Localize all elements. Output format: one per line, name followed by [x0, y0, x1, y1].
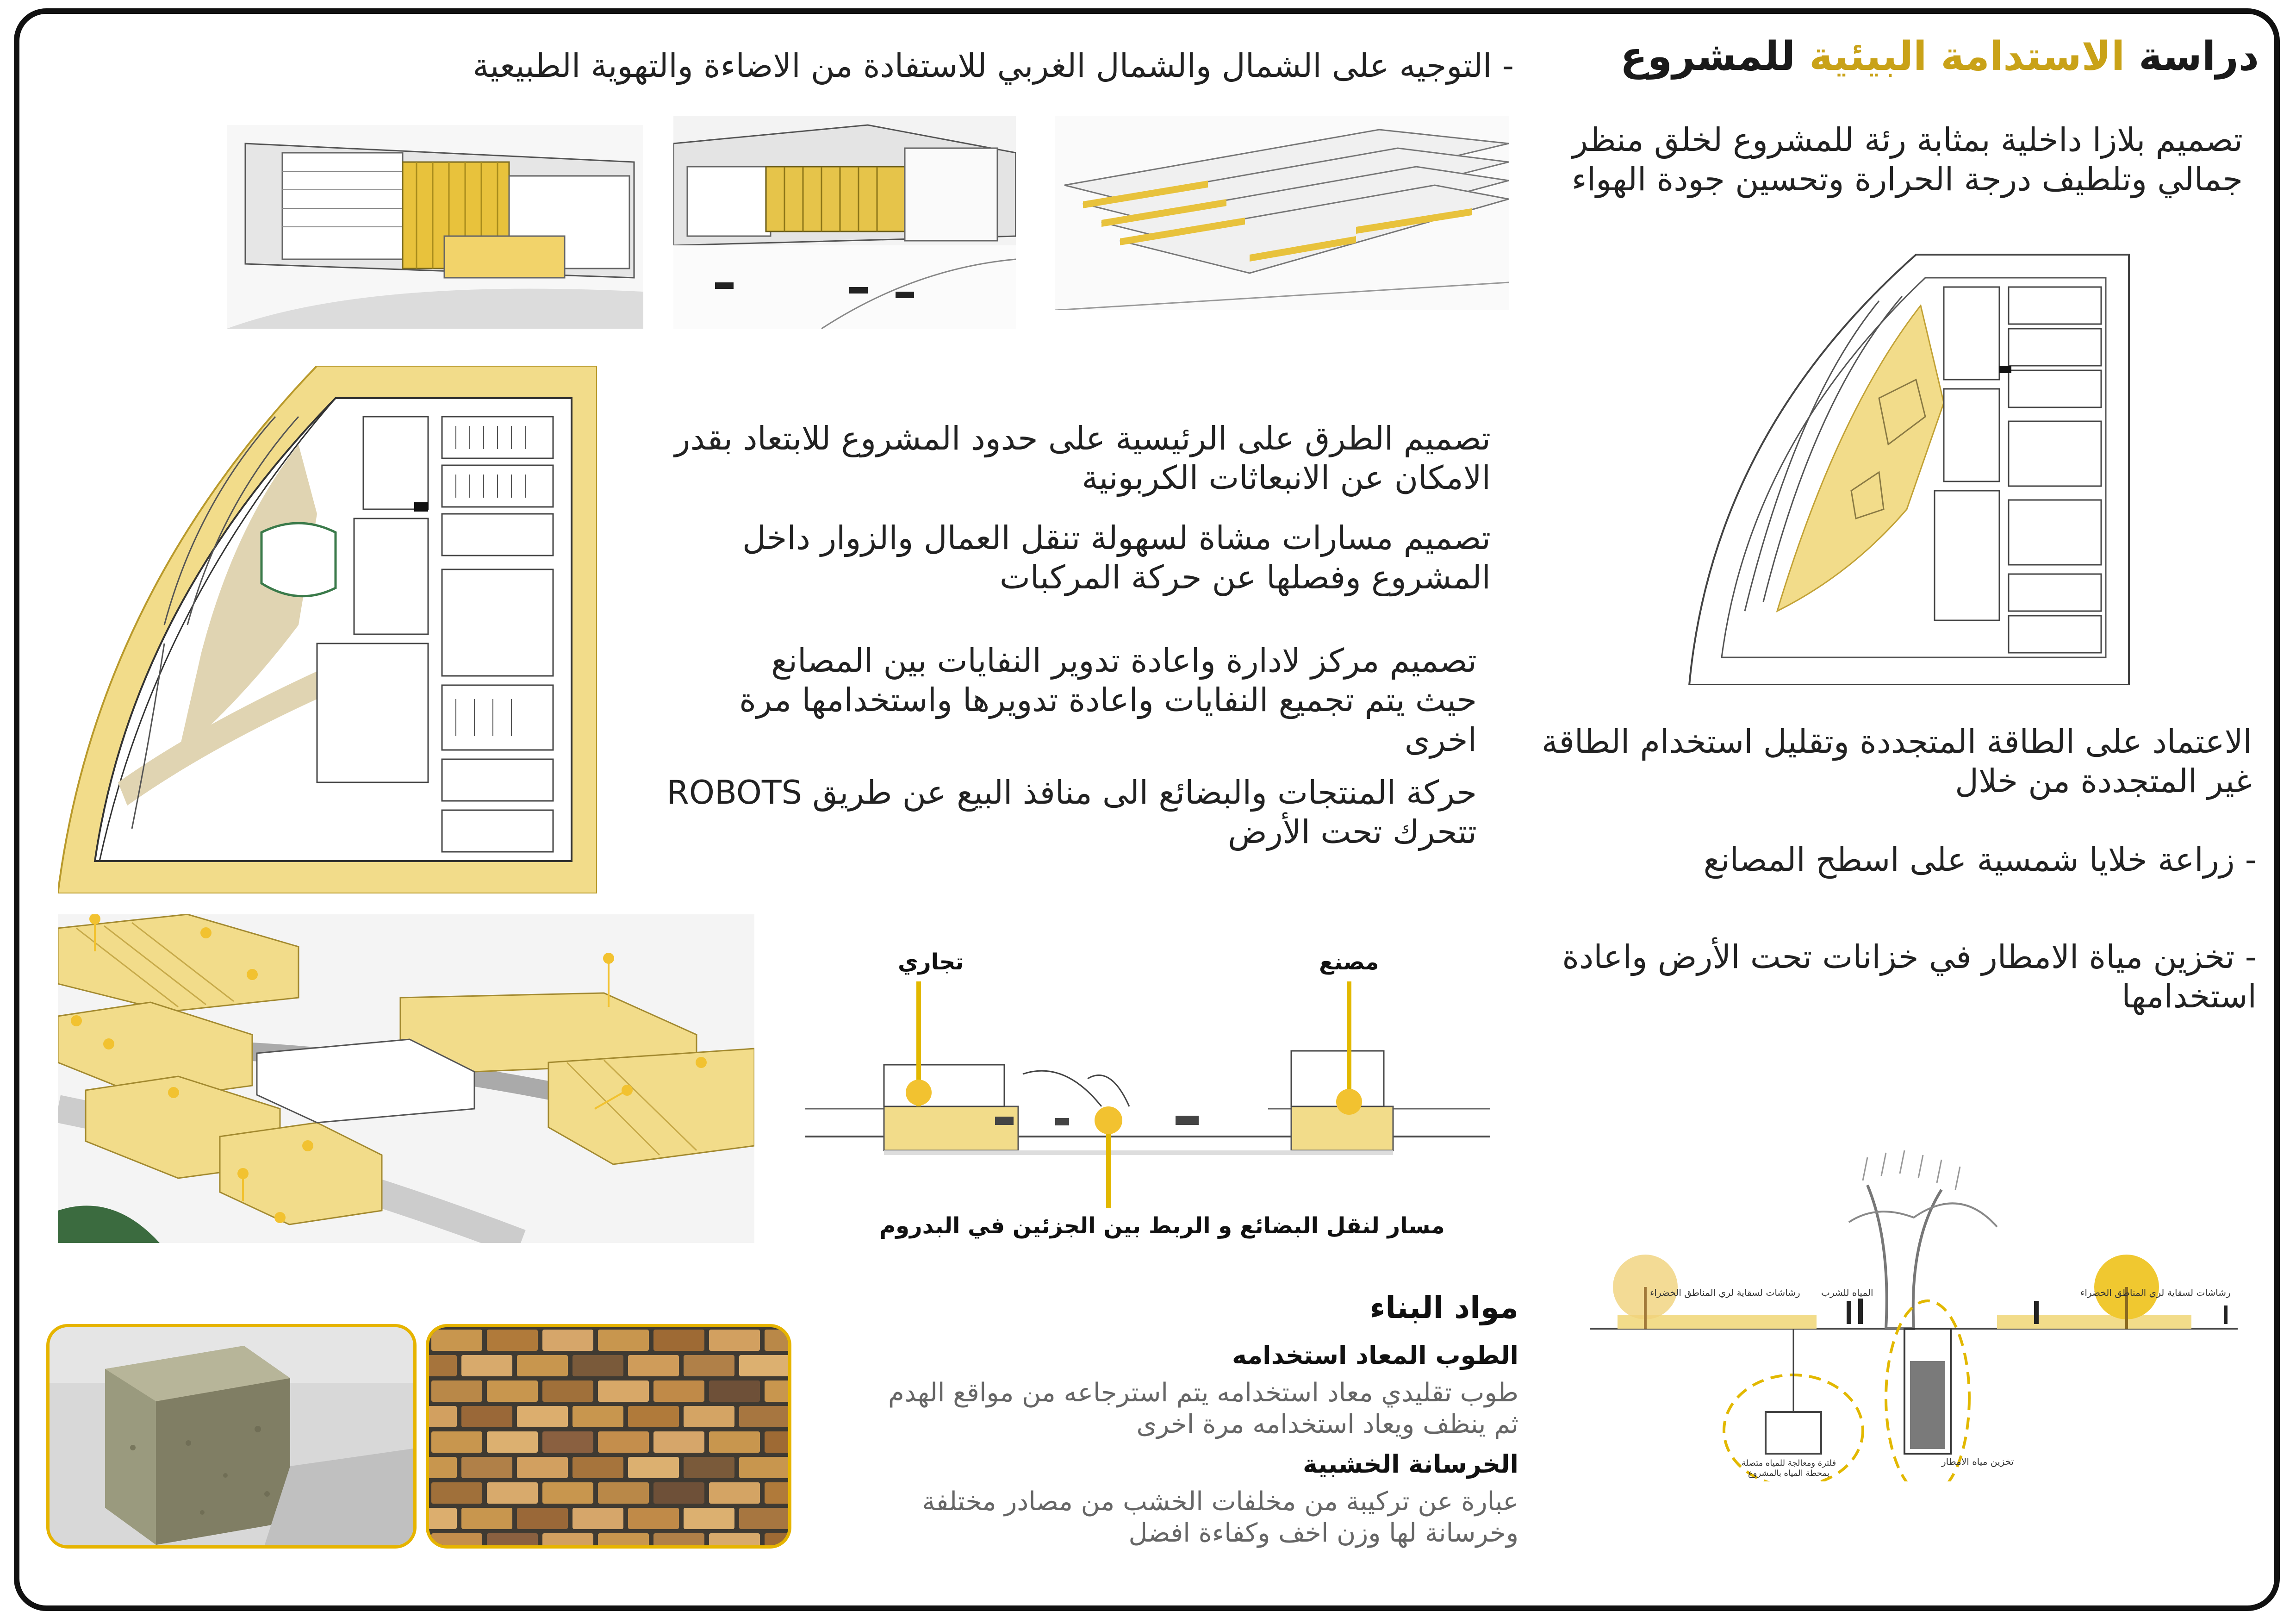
renewable-text: الاعتماد على الطاقة المتجددة وتقليل استخدام الطاقة غير المتجددة من خلال	[1541, 723, 2252, 800]
plaza-text: تصميم بلازا داخلية بمثابة رئة للمشروع لخلق منظر جمالي وتلطيف درجة الحرارة وتحسين جودة الهواء	[1571, 121, 2243, 199]
master-plan-right	[1685, 250, 2138, 685]
wood-concrete-title: الخرسانة الخشبية	[1303, 1449, 1518, 1479]
label-basement-path: مسار لنقل البضائع و الربط بين الجزئين في البدروم	[879, 1213, 1445, 1239]
wood-concrete-description: عبارة عن تركيبة من مخلفات الخشب من مصادر مختلفة وخرسانة لها وزن اخف وكفاءة افضل	[922, 1487, 1518, 1549]
solar-text: - زراعة خلايا شمسية على اسطح المصانع	[1703, 841, 2257, 879]
waste-text: تصميم مركز لادارة واعادة تدوير النفايات بين المصانع حيث يتم تجميع النفايات واعادة تدويرها واستخدامها مرة اخرى	[739, 642, 1477, 759]
robots-text: حركة المنتجات والبضائع الى منافذ البيع عن طريق ROBOTS تتحرك تحت الأرض	[666, 774, 1477, 851]
label-commercial: تجاري	[898, 949, 964, 975]
wood-concrete-photo	[46, 1324, 417, 1549]
orientation-text: - التوجيه على الشمال والشمال الغربي للاستفادة من الاضاءة والتهوية الطبيعية	[473, 47, 1514, 85]
materials-heading: مواد البناء	[1369, 1290, 1518, 1325]
page-title: دراسة الاستدامة البيئية للمشروع	[1620, 33, 2259, 80]
rainwater-section	[1590, 1148, 2238, 1481]
reused-brick-photo	[426, 1324, 791, 1549]
underground-section	[805, 949, 1490, 1250]
render-image-2	[673, 116, 1016, 329]
label-sprinkler-left: رشاشات لسقاية لري المناطق الخضراء	[1650, 1287, 1800, 1298]
roads-text: تصميم الطرق على الرئيسية على حدود المشروع للابتعاد بقدر الامكان عن الانبعاثات الكربونية	[674, 419, 1491, 497]
master-plan-left	[58, 366, 597, 893]
render-image-3	[1055, 116, 1509, 310]
brick-title: الطوب المعاد استخدامه	[1232, 1341, 1518, 1370]
label-rain-tank: تخزين مياه الامطار	[1941, 1456, 2014, 1467]
brick-description: طوب تقليدي معاد استخدامه يتم استرجاعه من مواقع الهدم ثم ينظف ويعاد استخدامه مرة اخرى	[888, 1378, 1518, 1440]
label-drinking-water: المياه للشرب	[1821, 1287, 1873, 1298]
label-sprinkler-right: رشاشات لسقاية لري المناطق الخضراء	[2080, 1287, 2231, 1298]
pedestrian-text: تصميم مسارات مشاة لسهولة تنقل العمال والزوار داخل المشروع وفصلها عن حركة المركبات	[742, 519, 1491, 597]
factories-render	[58, 914, 754, 1243]
label-factory: مصنع	[1319, 949, 1379, 975]
label-water-plant: فلترة ومعالجة للمياه متصلة بمحطة المياه بالمشروع	[1741, 1458, 1836, 1478]
render-image-1	[227, 125, 643, 329]
rain-text: - تخزين مياة الامطار في خزانات تحت الأرض واعادة استخدامها	[1562, 938, 2257, 1016]
